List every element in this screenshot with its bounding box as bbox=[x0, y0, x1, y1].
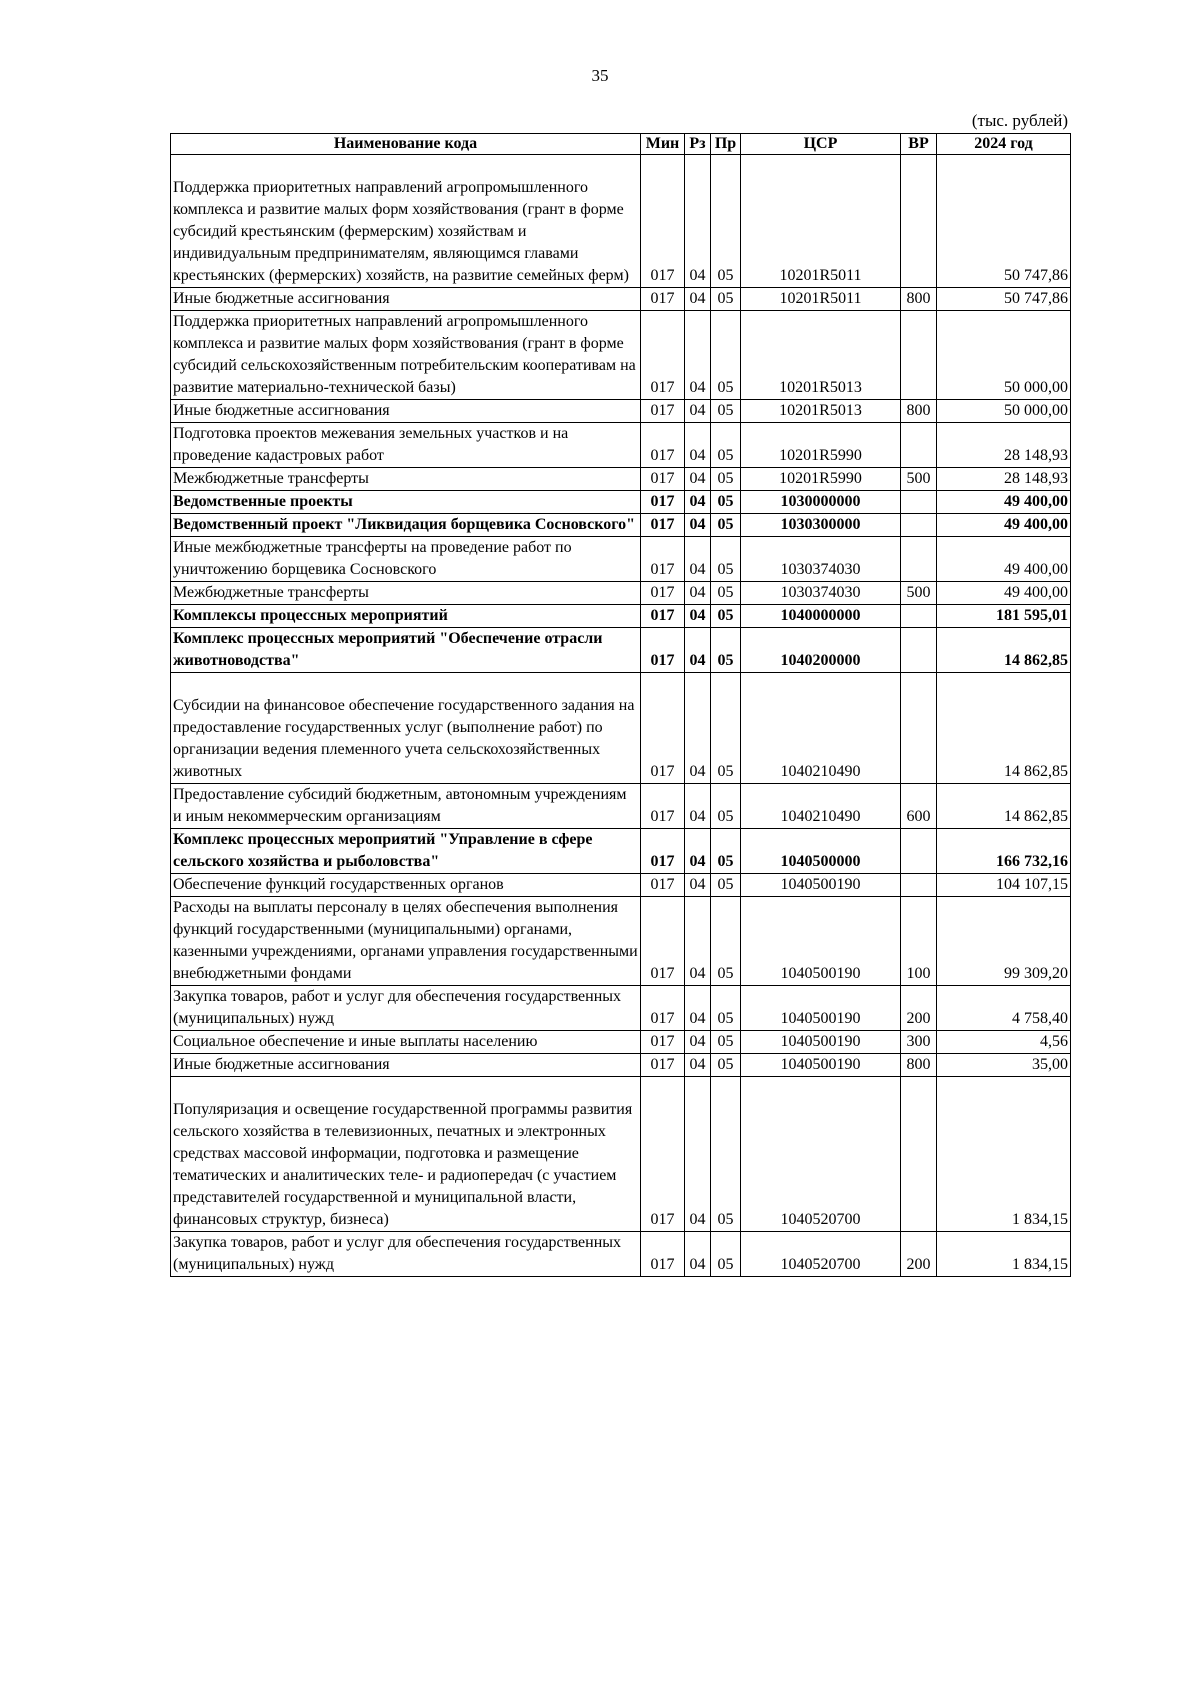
cell-csr: 1040200000 bbox=[741, 628, 901, 673]
cell-min: 017 bbox=[641, 986, 685, 1031]
cell-csr: 1040500000 bbox=[741, 829, 901, 874]
cell-amount: 14 862,85 bbox=[937, 784, 1071, 829]
cell-rz: 04 bbox=[685, 897, 711, 986]
cell-min: 017 bbox=[641, 582, 685, 605]
cell-pr: 05 bbox=[711, 1232, 741, 1277]
cell-csr: 10201R5013 bbox=[741, 400, 901, 423]
cell-name: Иные межбюджетные трансферты на проведение работ по уничтожению борщевика Сосновского bbox=[171, 537, 641, 582]
cell-amount: 49 400,00 bbox=[937, 491, 1071, 514]
cell-name: Межбюджетные трансферты bbox=[171, 582, 641, 605]
cell-pr: 05 bbox=[711, 1031, 741, 1054]
table-row bbox=[171, 874, 1071, 897]
cell-name: Субсидии на финансовое обеспечение государственного задания на предоставление государственных услуг (выполнение работ) по организации ведения племенного учета сельскохозяйственных животных bbox=[171, 673, 641, 784]
cell-amount: 50 000,00 bbox=[937, 400, 1071, 423]
table-row bbox=[171, 468, 1071, 491]
cell-vr: 800 bbox=[901, 1054, 937, 1077]
cell-min: 017 bbox=[641, 673, 685, 784]
cell-amount: 49 400,00 bbox=[937, 537, 1071, 582]
cell-vr: 600 bbox=[901, 784, 937, 829]
table-row bbox=[171, 628, 1071, 673]
cell-amount: 50 000,00 bbox=[937, 311, 1071, 400]
cell-min: 017 bbox=[641, 514, 685, 537]
table-row bbox=[171, 605, 1071, 628]
table-row bbox=[171, 311, 1071, 400]
cell-amount: 4 758,40 bbox=[937, 986, 1071, 1031]
cell-name: Комплекс процессных мероприятий "Управление в сфере сельского хозяйства и рыболовства" bbox=[171, 829, 641, 874]
cell-rz: 04 bbox=[685, 400, 711, 423]
table-row bbox=[171, 155, 1071, 288]
cell-vr bbox=[901, 537, 937, 582]
cell-vr: 800 bbox=[901, 400, 937, 423]
cell-min: 017 bbox=[641, 605, 685, 628]
cell-min: 017 bbox=[641, 784, 685, 829]
cell-vr bbox=[901, 311, 937, 400]
cell-vr bbox=[901, 514, 937, 537]
cell-pr: 05 bbox=[711, 288, 741, 311]
cell-csr: 10201R5013 bbox=[741, 311, 901, 400]
table-row bbox=[171, 423, 1071, 468]
cell-pr: 05 bbox=[711, 784, 741, 829]
cell-vr: 800 bbox=[901, 288, 937, 311]
cell-amount: 49 400,00 bbox=[937, 514, 1071, 537]
cell-amount: 104 107,15 bbox=[937, 874, 1071, 897]
table-row bbox=[171, 897, 1071, 986]
cell-name: Иные бюджетные ассигнования bbox=[171, 288, 641, 311]
cell-amount: 1 834,15 bbox=[937, 1077, 1071, 1232]
cell-rz: 04 bbox=[685, 288, 711, 311]
cell-csr: 10201R5990 bbox=[741, 468, 901, 491]
table-row bbox=[171, 829, 1071, 874]
cell-amount: 14 862,85 bbox=[937, 673, 1071, 784]
cell-rz: 04 bbox=[685, 1232, 711, 1277]
cell-name: Ведомственные проекты bbox=[171, 491, 641, 514]
cell-rz: 04 bbox=[685, 423, 711, 468]
cell-amount: 1 834,15 bbox=[937, 1232, 1071, 1277]
cell-amount: 28 148,93 bbox=[937, 423, 1071, 468]
cell-amount: 50 747,86 bbox=[937, 155, 1071, 288]
units-label: (тыс. рублей) bbox=[971, 111, 1068, 130]
cell-pr: 05 bbox=[711, 582, 741, 605]
cell-csr: 1040500190 bbox=[741, 874, 901, 897]
cell-min: 017 bbox=[641, 423, 685, 468]
header-name: Наименование кода bbox=[171, 134, 641, 155]
cell-pr: 05 bbox=[711, 311, 741, 400]
table-row bbox=[171, 1232, 1071, 1277]
cell-name: Поддержка приоритетных направлений агропромышленного комплекса и развитие малых форм хозяйствования (грант в форме субсидий сельскохозяйственным потребительским кооперативам на развитие материально-технической базы) bbox=[171, 311, 641, 400]
cell-amount: 49 400,00 bbox=[937, 582, 1071, 605]
table-row bbox=[171, 784, 1071, 829]
header-pr: Пр bbox=[711, 134, 741, 155]
page-number: 35 bbox=[591, 66, 609, 85]
header-year: 2024 год bbox=[937, 134, 1071, 155]
table-row bbox=[171, 1031, 1071, 1054]
cell-name: Иные бюджетные ассигнования bbox=[171, 1054, 641, 1077]
cell-csr: 1040500190 bbox=[741, 1031, 901, 1054]
cell-csr: 1040210490 bbox=[741, 673, 901, 784]
cell-pr: 05 bbox=[711, 423, 741, 468]
cell-csr: 1040210490 bbox=[741, 784, 901, 829]
cell-name: Популяризация и освещение государственной программы развития сельского хозяйства в телевизионных, печатных и электронных средствах массовой информации, подготовка и размещение тематических и аналитических теле- и радиопередач (с участием представителей государственной и муниципальной власти, финансовых структур, бизнеса) bbox=[171, 1077, 641, 1232]
cell-min: 017 bbox=[641, 155, 685, 288]
cell-rz: 04 bbox=[685, 1054, 711, 1077]
cell-rz: 04 bbox=[685, 605, 711, 628]
cell-pr: 05 bbox=[711, 537, 741, 582]
cell-rz: 04 bbox=[685, 1077, 711, 1232]
header-csr: ЦСР bbox=[741, 134, 901, 155]
cell-amount: 4,56 bbox=[937, 1031, 1071, 1054]
cell-rz: 04 bbox=[685, 1031, 711, 1054]
cell-rz: 04 bbox=[685, 784, 711, 829]
table-row bbox=[171, 514, 1071, 537]
cell-pr: 05 bbox=[711, 829, 741, 874]
cell-pr: 05 bbox=[711, 468, 741, 491]
cell-rz: 04 bbox=[685, 673, 711, 784]
cell-vr bbox=[901, 423, 937, 468]
cell-name: Закупка товаров, работ и услуг для обеспечения государственных (муниципальных) нужд bbox=[171, 1232, 641, 1277]
table-row bbox=[171, 582, 1071, 605]
cell-csr: 1030300000 bbox=[741, 514, 901, 537]
table-row bbox=[171, 537, 1071, 582]
cell-csr: 1040520700 bbox=[741, 1077, 901, 1232]
cell-csr: 10201R5011 bbox=[741, 288, 901, 311]
cell-min: 017 bbox=[641, 491, 685, 514]
cell-vr: 500 bbox=[901, 582, 937, 605]
cell-name: Комплексы процессных мероприятий bbox=[171, 605, 641, 628]
header-min: Мин bbox=[641, 134, 685, 155]
cell-vr: 200 bbox=[901, 1232, 937, 1277]
cell-pr: 05 bbox=[711, 1054, 741, 1077]
cell-vr bbox=[901, 155, 937, 288]
cell-name: Межбюджетные трансферты bbox=[171, 468, 641, 491]
cell-min: 017 bbox=[641, 1232, 685, 1277]
cell-min: 017 bbox=[641, 468, 685, 491]
cell-vr bbox=[901, 1077, 937, 1232]
table-row bbox=[171, 1054, 1071, 1077]
cell-name: Иные бюджетные ассигнования bbox=[171, 400, 641, 423]
cell-csr: 1030374030 bbox=[741, 582, 901, 605]
cell-amount: 50 747,86 bbox=[937, 288, 1071, 311]
cell-name: Расходы на выплаты персоналу в целях обеспечения выполнения функций государственными (муниципальными) органами, казенными учреждениями, органами управления государственными внебюджетными фондами bbox=[171, 897, 641, 986]
cell-vr: 300 bbox=[901, 1031, 937, 1054]
cell-pr: 05 bbox=[711, 673, 741, 784]
cell-vr bbox=[901, 605, 937, 628]
cell-rz: 04 bbox=[685, 155, 711, 288]
cell-name: Ведомственный проект "Ликвидация борщевика Сосновского" bbox=[171, 514, 641, 537]
cell-amount: 35,00 bbox=[937, 1054, 1071, 1077]
cell-amount: 28 148,93 bbox=[937, 468, 1071, 491]
cell-vr bbox=[901, 673, 937, 784]
cell-pr: 05 bbox=[711, 605, 741, 628]
cell-rz: 04 bbox=[685, 829, 711, 874]
cell-rz: 04 bbox=[685, 537, 711, 582]
cell-csr: 1040000000 bbox=[741, 605, 901, 628]
cell-amount: 14 862,85 bbox=[937, 628, 1071, 673]
table-row bbox=[171, 673, 1071, 784]
cell-vr bbox=[901, 628, 937, 673]
cell-csr: 1040500190 bbox=[741, 1054, 901, 1077]
table-row bbox=[171, 400, 1071, 423]
cell-vr: 500 bbox=[901, 468, 937, 491]
cell-min: 017 bbox=[641, 829, 685, 874]
cell-min: 017 bbox=[641, 1054, 685, 1077]
cell-rz: 04 bbox=[685, 468, 711, 491]
cell-pr: 05 bbox=[711, 1077, 741, 1232]
header-rz: Рз bbox=[685, 134, 711, 155]
cell-name: Социальное обеспечение и иные выплаты населению bbox=[171, 1031, 641, 1054]
cell-rz: 04 bbox=[685, 874, 711, 897]
cell-vr bbox=[901, 829, 937, 874]
cell-min: 017 bbox=[641, 897, 685, 986]
cell-csr: 1040500190 bbox=[741, 986, 901, 1031]
cell-rz: 04 bbox=[685, 628, 711, 673]
table-row bbox=[171, 491, 1071, 514]
cell-rz: 04 bbox=[685, 986, 711, 1031]
table-header-row bbox=[171, 134, 1071, 155]
cell-amount: 99 309,20 bbox=[937, 897, 1071, 986]
cell-rz: 04 bbox=[685, 491, 711, 514]
cell-pr: 05 bbox=[711, 400, 741, 423]
cell-csr: 1040500190 bbox=[741, 897, 901, 986]
cell-min: 017 bbox=[641, 400, 685, 423]
cell-amount: 181 595,01 bbox=[937, 605, 1071, 628]
cell-vr: 200 bbox=[901, 986, 937, 1031]
cell-vr bbox=[901, 874, 937, 897]
cell-min: 017 bbox=[641, 1077, 685, 1232]
cell-amount: 166 732,16 bbox=[937, 829, 1071, 874]
cell-min: 017 bbox=[641, 874, 685, 897]
cell-min: 017 bbox=[641, 537, 685, 582]
cell-min: 017 bbox=[641, 311, 685, 400]
table-body bbox=[171, 155, 1071, 1277]
cell-pr: 05 bbox=[711, 491, 741, 514]
cell-csr: 10201R5990 bbox=[741, 423, 901, 468]
cell-name: Закупка товаров, работ и услуг для обеспечения государственных (муниципальных) нужд bbox=[171, 986, 641, 1031]
cell-pr: 05 bbox=[711, 986, 741, 1031]
cell-min: 017 bbox=[641, 628, 685, 673]
cell-name: Комплекс процессных мероприятий "Обеспечение отрасли животноводства" bbox=[171, 628, 641, 673]
table-row bbox=[171, 1077, 1071, 1232]
cell-rz: 04 bbox=[685, 514, 711, 537]
cell-csr: 1030374030 bbox=[741, 537, 901, 582]
cell-pr: 05 bbox=[711, 897, 741, 986]
table-row bbox=[171, 986, 1071, 1031]
cell-rz: 04 bbox=[685, 582, 711, 605]
cell-min: 017 bbox=[641, 1031, 685, 1054]
cell-rz: 04 bbox=[685, 311, 711, 400]
header-vr: ВР bbox=[901, 134, 937, 155]
cell-vr bbox=[901, 491, 937, 514]
budget-table bbox=[170, 133, 1071, 1277]
cell-name: Обеспечение функций государственных органов bbox=[171, 874, 641, 897]
cell-name: Подготовка проектов межевания земельных участков и на проведение кадастровых работ bbox=[171, 423, 641, 468]
cell-pr: 05 bbox=[711, 628, 741, 673]
table-row bbox=[171, 288, 1071, 311]
cell-pr: 05 bbox=[711, 155, 741, 288]
cell-pr: 05 bbox=[711, 514, 741, 537]
cell-pr: 05 bbox=[711, 874, 741, 897]
cell-name: Предоставление субсидий бюджетным, автономным учреждениям и иным некоммерческим организациям bbox=[171, 784, 641, 829]
cell-csr: 10201R5011 bbox=[741, 155, 901, 288]
cell-csr: 1040520700 bbox=[741, 1232, 901, 1277]
cell-csr: 1030000000 bbox=[741, 491, 901, 514]
cell-min: 017 bbox=[641, 288, 685, 311]
cell-name: Поддержка приоритетных направлений агропромышленного комплекса и развитие малых форм хозяйствования (грант в форме субсидий крестьянским (фермерским) хозяйствам и индивидуальным предпринимателям, являющимся главами крестьянских (фермерских) хозяйств, на развитие семейных ферм) bbox=[171, 155, 641, 288]
cell-vr: 100 bbox=[901, 897, 937, 986]
